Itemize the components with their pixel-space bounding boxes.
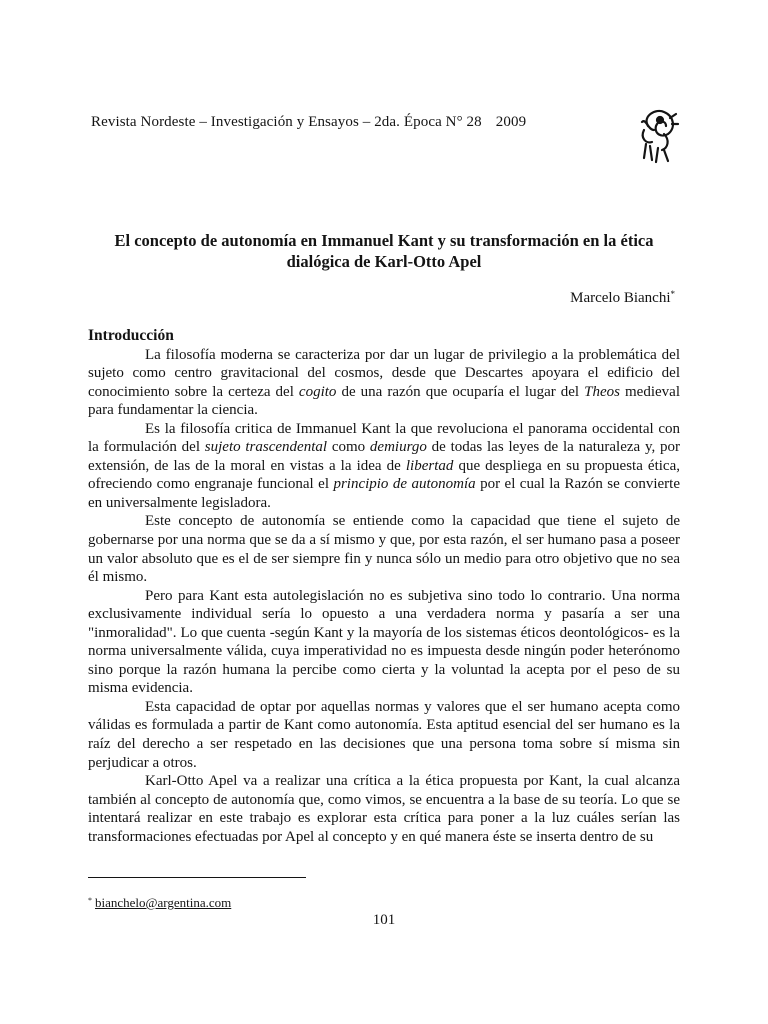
running-header <box>91 114 526 131</box>
footnote-divider <box>88 877 306 878</box>
paragraph-1 <box>88 346 680 420</box>
paragraph-2-text-a: Es la filosofía critica de Immanuel Kant la que revoluciona el panorama occidental con la formulación del <box>88 420 680 456</box>
journal-emblem-icon <box>634 104 682 164</box>
page-number: 101 <box>372 912 396 928</box>
footnote-mark: * <box>88 896 92 905</box>
paragraph-2-text-b: como <box>327 439 370 456</box>
paragraph-1-term-cogito: cogito <box>298 383 337 400</box>
article-title-line-1: El concepto de autonomía en Immanuel Kant y su transformación en la ética <box>114 231 654 250</box>
paragraph-2-term-sujeto: sujeto trascendental <box>204 439 328 456</box>
footnote <box>88 895 231 911</box>
article-title-line-2: dialógica de Karl-Otto Apel <box>286 252 482 271</box>
section-heading: Introducción <box>88 327 174 344</box>
paragraph-2-text-e: por el cual la Razón se convierte en universalmente legisladora. <box>88 476 680 511</box>
paragraph-2-text-c: de todas las leyes de la naturaleza y, por extensión, de las de la moral en vistas a la idea de <box>88 439 680 474</box>
paragraph-6: Karl-Otto Apel va a realizar una crítica a la ética propuesta por Kant, la cual alcanza también al concepto de autonomía que, como vimos, se encuentra a la base de su teoría. Lo que se intentará realizar en este trabajo es explorar esta crítica para poner a la luz cuáles serían las transformaciones efectuadas por Apel al concepto y en qué manera éste se inserta dentro de su <box>88 773 680 845</box>
paragraph-2-text-d: que despliega en su propuesta ética, ofreciendo como engranaje funcional el <box>88 457 680 493</box>
paragraph-2-term-principio: principio de autonomía <box>333 476 476 493</box>
paragraph-2-term-demiurgo: demiurgo <box>369 439 427 456</box>
paragraph-1-text-b: de una razón que ocuparía el lugar del <box>336 383 585 400</box>
journal-name: Revista Nordeste – Investigación y Ensayos – 2da. Época N° 28 <box>91 114 482 130</box>
article-body <box>88 327 680 846</box>
author-email-link[interactable]: bianchelo@argentina.com <box>95 895 232 910</box>
paragraph-4: Pero para Kant esta autolegislación no es subjetiva sino todo lo contrario. Una norma exclusivamente individual sería lo opuesto a una verdadera norma y pasaría a ser una "inmoralidad". Lo que cuenta -según Kant y la mayoría de los sistemas éticos deontológicos- es la norma universalmente válida, cuya imperatividad no es impuesta desde ningún poder heterónomo sino porque la razón humana la percibe como cierta y la voluntad la acepta por el peso de su misma evidencia. <box>88 587 680 697</box>
paragraph-1-text-c: medieval para fundamentar la ciencia. <box>88 383 680 419</box>
paragraph-5: Esta capacidad de optar por aquellas normas y valores que el ser humano acepta como válidas es formulada a partir de Kant como autonomía. Esta aptitud esencial del ser humano es la raíz del derecho a ser respetado en las decisiones que una persona toma sobre sí misma sin perjudicar a otros. <box>88 698 680 771</box>
paragraph-2-term-libertad: libertad <box>405 457 454 474</box>
paragraph-2 <box>88 420 680 513</box>
author-name: Marcelo Bianchi <box>570 290 671 306</box>
paragraph-1-text-a: La filosofía moderna se caracteriza por dar un lugar de privilegio a la problemática del sujeto como centro gravitacional del cosmos, desde que Descartes apoyara el edificio del conocimiento sobre la certeza del <box>88 346 680 400</box>
publication-year: 2009 <box>495 114 527 130</box>
article-title <box>91 230 677 272</box>
author-footnote-mark: * <box>670 289 675 299</box>
author-byline <box>570 289 675 307</box>
paragraph-3: Este concepto de autonomía se entiende como la capacidad que tiene el sujeto de gobernarse por una norma que se da a sí mismo y que, por esta razón, el ser humano pasa a poseer un valor absoluto que es el de ser siempre fin y nunca sólo un medio para otro objetivo que no sea él mismo. <box>88 513 680 586</box>
paragraph-1-term-theos: Theos <box>584 383 620 400</box>
